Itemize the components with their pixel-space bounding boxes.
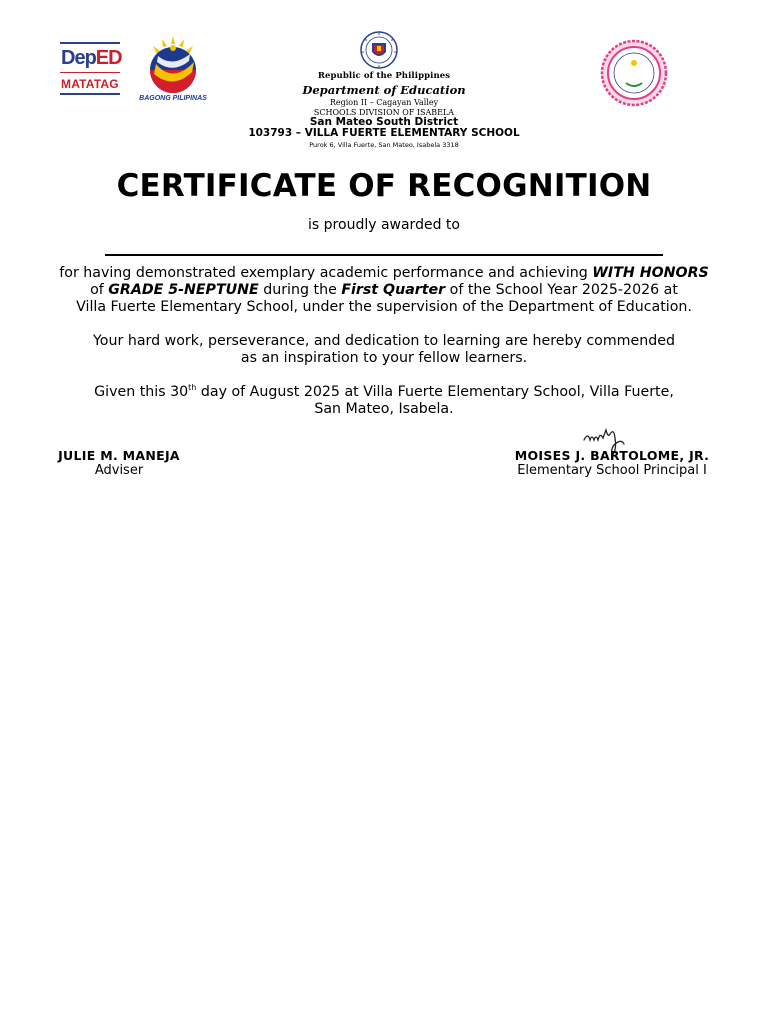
adviser-position: Adviser — [94, 463, 144, 478]
given-text: day of August 2025 at Villa Fuerte Elementary School, Villa Fuerte, — [196, 384, 674, 400]
region-heading: Region II – Cagayan Valley — [329, 98, 439, 107]
republic-heading: Republic of the Philippines — [317, 71, 451, 81]
principal-name: MOISES J. BARTOLOME, JR. — [514, 448, 710, 463]
bagong-pilipinas-caption: BAGONG PILIPINAS — [139, 95, 207, 102]
achievement-paragraph — [40, 265, 728, 316]
deped-wordmark — [61, 47, 122, 70]
deped-word-left: Dep — [61, 47, 96, 69]
commendation-line-1: Your hard work, perseverance, and dedication to learning are hereby commended — [93, 333, 675, 349]
principal-position: Elementary School Principal I — [517, 463, 707, 478]
achievement-text: for having demonstrated exemplary academic performance and achieving — [59, 265, 593, 281]
adviser-signatory — [50, 448, 188, 479]
division-heading: SCHOOLS DIVISION OF ISABELA — [313, 108, 455, 117]
school-address: Purok 6, Villa Fuerte, San Mateo, Isabela 3318 — [309, 141, 459, 149]
principal-signatory — [505, 448, 719, 479]
quarter: First Quarter — [341, 282, 446, 298]
given-line-2: San Mateo, Isabela. — [314, 401, 454, 417]
given-text: Given this 30 — [94, 384, 189, 400]
district-heading: San Mateo South District — [309, 116, 459, 128]
achievement-line-3: Villa Fuerte Elementary School, under the supervision of the Department of Education. — [76, 299, 692, 315]
award-level: WITH HONORS — [592, 265, 709, 281]
given-line-1 — [40, 384, 728, 401]
recipient-name-line — [105, 254, 663, 256]
logo-rule — [60, 42, 120, 44]
achievement-text: of the School Year 2025-2026 at — [445, 282, 678, 298]
matatag-tagline: MATATAG — [61, 77, 119, 91]
achievement-line-2 — [40, 282, 728, 299]
awarded-to-text: is proudly awarded to — [308, 217, 460, 233]
deped-seal-icon — [357, 30, 401, 70]
school-heading: 103793 – VILLA FUERTE ELEMENTARY SCHOOL — [248, 127, 520, 139]
given-paragraph — [40, 384, 728, 418]
deped-word-right: ED — [95, 47, 122, 69]
grade-section: GRADE 5-NEPTUNE — [108, 282, 259, 298]
achievement-text: of — [90, 282, 109, 298]
achievement-line-1 — [40, 265, 728, 282]
achievement-text: during the — [258, 282, 342, 298]
adviser-name: JULIE M. MANEJA — [58, 448, 180, 463]
commendation-line-2: as an inspiration to your fellow learners. — [240, 350, 528, 366]
ordinal-suffix: th — [188, 383, 197, 392]
deped-seal-logo — [357, 30, 401, 70]
department-heading: Department of Education — [302, 83, 466, 97]
commendation-paragraph — [40, 333, 728, 367]
certificate-title: CERTIFICATE OF RECOGNITION — [116, 168, 652, 204]
